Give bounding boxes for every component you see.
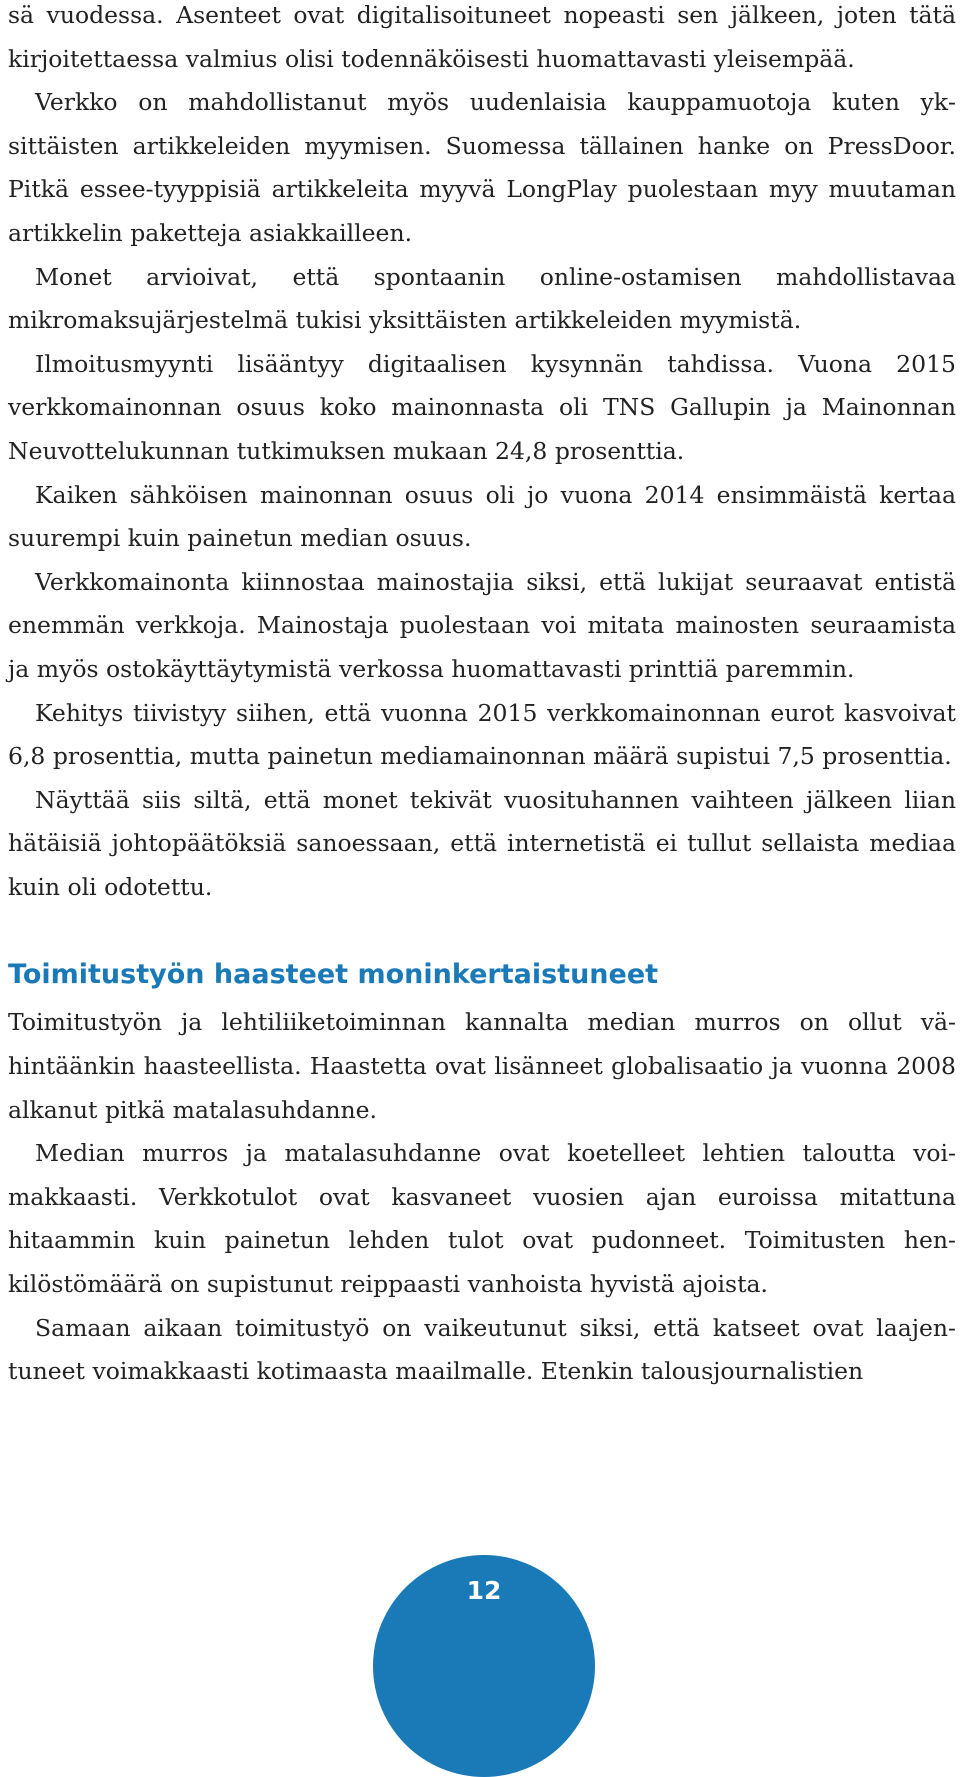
body-paragraph: Monet arvioivat, että spontaanin online-ostamisen mahdollistavaa mikromaksujärjestelmä tukisi yksittäisten artikkeleiden myymistä.	[8, 262, 956, 335]
body-paragraph: Verkkomainonta kiinnostaa mainostajia siksi, että lukijat seuraavat entistä enemmän verkkoja. Mainostaja puolestaan voi mitata mainosten seuraamista ja myös ostokäyttäytymistä verkossa huomattavasti printtiä paremmin.	[8, 567, 956, 683]
page-number: 12	[466, 1576, 502, 1605]
body-paragraph: Median murros ja matalasuhdanne ovat koetelleet lehtien taloutta voimakkaasti. Verkkotulot ovat kasvaneet vuosien ajan euroissa mitattuna hitaammin kuin painetun lehden tulot ovat pudonneet. Toimitusten henkilöstömäärä on supistunut reippaasti vanhoista hyvistä ajoista.	[8, 1139, 956, 1299]
body-paragraph: sä vuodessa. Asenteet ovat digitalisoituneet nopeasti sen jälkeen, joten tätä kirjoitettaessa valmius olisi todennäköisesti huomattavasti yleisempää.	[8, 1, 956, 73]
body-paragraph: Näyttää siis siltä, että monet tekivät vuosituhannen vaihteen jälkeen liian hätäisiä johtopäätöksiä sanoessaan, että internetistä ei tullut sellaista mediaa kuin oli odotettu.	[8, 785, 956, 901]
body-paragraph: Verkko on mahdollistanut myös uudenlaisia kauppamuotoja kuten yksittäisten artikkeleiden myymisen. Suomessa tällainen hanke on PressDoor. Pitkä essee-tyyppisiä artikkeleita myyvä LongPlay puolestaan myy muutaman artikkelin paketteja asiakkailleen.	[8, 88, 956, 247]
body-paragraph: Toimitustyön ja lehtiliiketoiminnan kannalta median murros on ollut vähintäänkin haasteellista. Haastetta ovat lisänneet globalisaatio ja vuonna 2008 alkanut pitkä matalasuhdanne.	[8, 1008, 956, 1124]
body-paragraph: Samaan aikaan toimitustyö on vaikeutunut siksi, että katseet ovat laajentuneet voimakkaasti kotimaasta maailmalle. Etenkin talousjournalistien	[8, 1313, 956, 1386]
section-heading: Toimitustyön haasteet moninkertaistuneet	[8, 959, 659, 991]
body-paragraph: Kaiken sähköisen mainonnan osuus oli jo vuona 2014 ensimmäistä kertaa suurempi kuin painetun median osuus.	[8, 480, 956, 553]
body-paragraph: Kehitys tiivistyy siihen, että vuonna 2015 verkkomainonnan eurot kasvoivat 6,8 prosenttia, mutta painetun mediamainonnan määrä supistui 7,5 prosenttia.	[8, 698, 956, 771]
body-paragraph: Ilmoitusmyynti lisääntyy digitaalisen kysynnän tahdissa. Vuona 2015 verkkomainonnan osuus koko mainonnasta oli TNS Gallupin ja Mainonnan Neuvottelukunnan tutkimuksen mukaan 24,8 prosenttia.	[8, 349, 956, 465]
document-page	[8, 0, 956, 1394]
